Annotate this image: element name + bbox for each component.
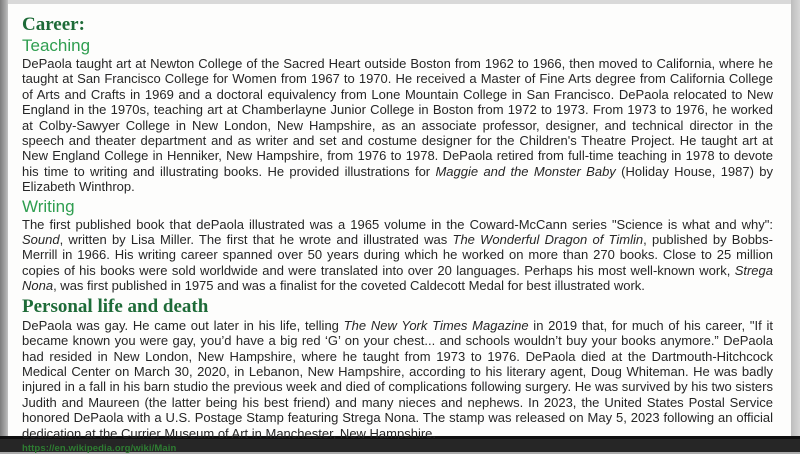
paragraph: DePaola taught art at Newton College of the Sacred Heart outside Boston from 1962 to 1966, then moved to California, where he taught at San Francisco College for Women from 1967 to 1970. He received a Master of Fine Arts degree from California College of Arts and Crafts in 1969 and a doctoral equivalency from Lone Mountain College in San Francisco. DePaola relocated to New England in the 1970s, teaching art at Chamberlayne Junior College in Boston from 1972 to 1973. From 1973 to 1976, he worked at Colby-Sawyer College in New London, New Hampshire, as an associate professor, designer, and technical director in the speech and theater department and as writer and set and costume designer for the Children's Theatre Project. He taught art at New England College in Henniker, New Hampshire, from 1976 to 1978. DePaola retired from full-time teaching in 1978 to devote his time to writing and illustrating books. He provided illustrations for Maggie and the Monster Baby (Holiday House, 1987) by Elizabeth Winthrop. (22, 56, 774, 195)
document-card (8, 4, 791, 454)
subsection-heading: Writing (22, 196, 75, 216)
photo-edge-left (0, 0, 8, 452)
subsection-heading: Teaching (22, 36, 91, 55)
paragraph: DePaola was gay. He came out later in his life, telling The New York Times Magazine in 2019 that, for much of his career, "If it became known you were gay, you’d have a big red ‘G’ on your chest... and schools wouldn’t buy your books anymore.” DePaola had resided in New London, New Hampshire, where he taught from 1973 to 1976. DePaola died at the Dartmouth-Hitchcock Medical Center on March 30, 2020, in Lebanon, New Hampshire, according to his literary agent, Doug Whiteman. He was badly injured in a fall in his barn studio the previous week and died of complications following surgery. He was survived by his two sisters Judith and Maureen (the latter being his best friend) and many nieces and nephews. In 2023, the United States Postal Service honored DePaola with a U.S. Postage Stamp featuring Strega Nona. The stamp was released on May 5, 2023 following an official dedication at the Currier Museum of Art in Manchester, New Hampshire. (22, 317, 773, 441)
source-url: https://en.wikipedia.org/wiki/Main (22, 442, 177, 454)
photo-edge-right (791, 0, 800, 452)
section-heading: Career: (22, 14, 85, 35)
article-body (22, 14, 773, 441)
section-heading: Personal life and death (22, 295, 209, 317)
paragraph: The first published book that dePaola illustrated was a 1965 volume in the Coward-McCann series "Science is what and why": Sound, written by Lisa Miller. The first that he wrote and illustrated was The Wonderful Dragon of Timlin, published by Bobbs-Merrill in 1966. His writing career spanned over 50 years during which he worked on more than 270 books. Close to 25 million copies of his books were sold worldwide and were translated into over 20 languages. Perhaps his most well-known work, Strega Nona, was first published in 1975 and was a finalist for the coveted Caldecott Medal for best illustrated work. (22, 216, 773, 294)
